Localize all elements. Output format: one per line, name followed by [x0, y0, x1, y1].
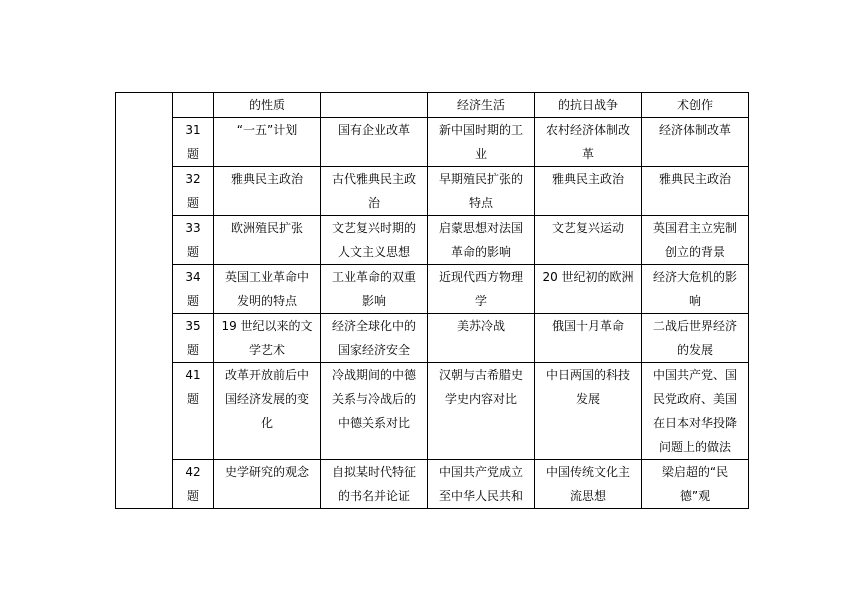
- question-number: 31 题: [173, 118, 214, 167]
- table-cell: 中国传统文化主流思想: [535, 460, 642, 509]
- table-cell: 新中国时期的工业: [428, 118, 535, 167]
- table-cell: 经济全球化中的国家经济安全: [321, 314, 428, 363]
- table-cell: 中日两国的科技发展: [535, 363, 642, 460]
- question-number: 32 题: [173, 167, 214, 216]
- table-cell: 文艺复兴时期的人文主义思想: [321, 216, 428, 265]
- table-cell: 经济生活: [428, 93, 535, 118]
- table-row: [116, 265, 856, 314]
- table-cell: 改革开放前后中国经济发展的变化: [214, 363, 321, 460]
- table-cell: 欧洲殖民扩张: [214, 216, 321, 265]
- question-number: 41 题: [173, 363, 214, 460]
- table-cell: 冷战期间的中德关系与冷战后的中德关系对比: [321, 363, 428, 460]
- table-cell: 梁启超的“民德”观: [642, 460, 749, 509]
- question-number: 35 题: [173, 314, 214, 363]
- table-cell: 史学研究的观念: [214, 460, 321, 509]
- left-merged-cell: [116, 93, 173, 509]
- table-cell: 文艺复兴运动: [535, 216, 642, 265]
- table-row: [116, 118, 856, 167]
- table-cell: 雅典民主政治: [642, 167, 749, 216]
- table-cell: 早期殖民扩张的特点: [428, 167, 535, 216]
- table-cell: 国有企业改革: [321, 118, 428, 167]
- question-number: 34 题: [173, 265, 214, 314]
- table-cell: 经济体制改革: [642, 118, 749, 167]
- table-cell: [321, 93, 428, 118]
- table-cell: 汉朝与古希腊史学史内容对比: [428, 363, 535, 460]
- table-cell: “一五”计划: [214, 118, 321, 167]
- table-cell: 中国共产党成立至中华人民共和: [428, 460, 535, 509]
- table-cell: 自拟某时代特征的书名并论证: [321, 460, 428, 509]
- table-cell: 俄国十月革命: [535, 314, 642, 363]
- table-body: [116, 93, 856, 509]
- table-cell: 启蒙思想对法国革命的影响: [428, 216, 535, 265]
- table-cell: 中国共产党、国民党政府、美国在日本对华投降问题上的做法: [642, 363, 749, 460]
- table-cell: 19 世纪以来的文学艺术: [214, 314, 321, 363]
- table-row: [116, 216, 856, 265]
- table-cell: 的性质: [214, 93, 321, 118]
- table-row: [116, 314, 856, 363]
- table-cell: 雅典民主政治: [535, 167, 642, 216]
- table-row: [116, 167, 856, 216]
- table-cell: 英国君主立宪制创立的背景: [642, 216, 749, 265]
- table-cell: 农村经济体制改革: [535, 118, 642, 167]
- table-cell: 雅典民主政治: [214, 167, 321, 216]
- table-cell: 英国工业革命中发明的特点: [214, 265, 321, 314]
- table-cell: 美苏冷战: [428, 314, 535, 363]
- table-cell: [173, 93, 214, 118]
- table-cell: 古代雅典民主政治: [321, 167, 428, 216]
- table-cell: 20 世纪初的欧洲: [535, 265, 642, 314]
- exam-topic-table: [115, 92, 856, 509]
- table-row: [116, 460, 856, 509]
- header-row: [116, 93, 856, 118]
- table-cell: 术创作: [642, 93, 749, 118]
- question-number: 42 题: [173, 460, 214, 509]
- table-cell: 经济大危机的影响: [642, 265, 749, 314]
- table-cell: 工业革命的双重影响: [321, 265, 428, 314]
- table-cell: 二战后世界经济的发展: [642, 314, 749, 363]
- table-cell: 的抗日战争: [535, 93, 642, 118]
- question-number: 33 题: [173, 216, 214, 265]
- table-row: [116, 363, 856, 460]
- table-cell: 近现代西方物理学: [428, 265, 535, 314]
